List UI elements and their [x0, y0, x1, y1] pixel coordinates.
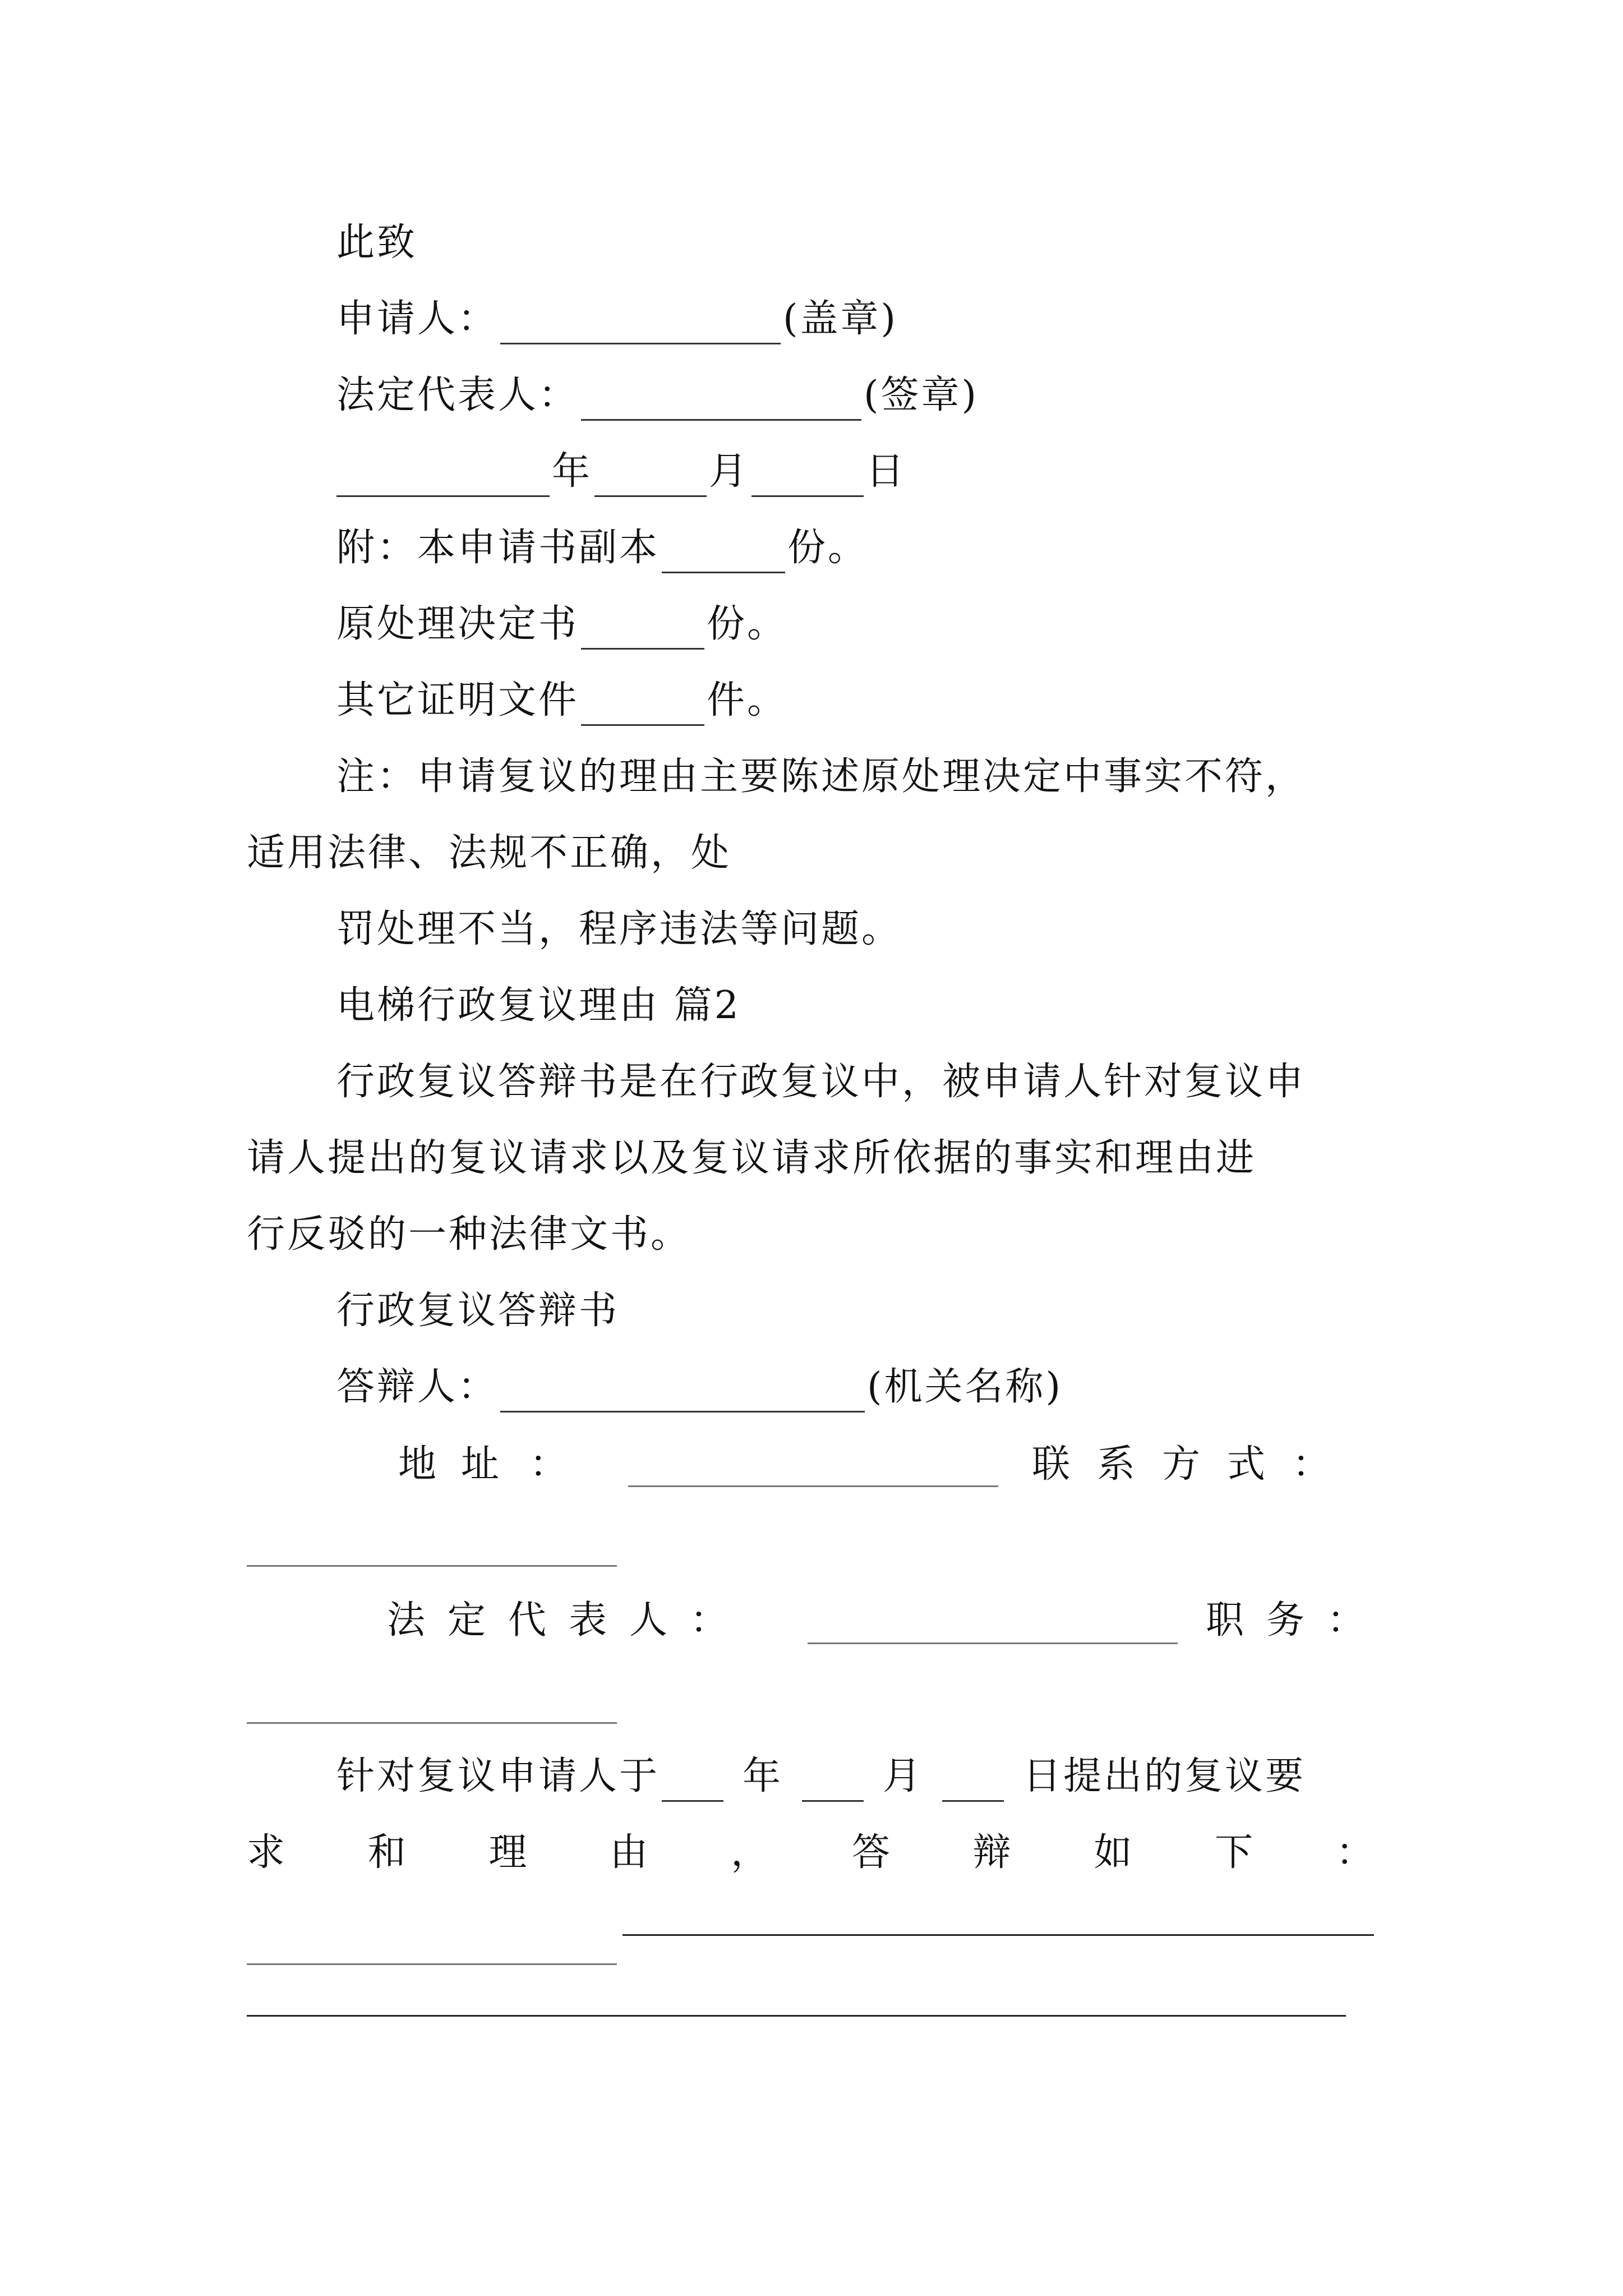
- respondent-line: [336, 1362, 1063, 1412]
- applicant-line: [336, 294, 898, 344]
- decision-unit: 份。: [707, 602, 788, 646]
- reply-intro: 针对复议申请人于: [336, 1754, 660, 1798]
- closing-salutation: 此致: [336, 220, 418, 265]
- month-label: 月: [709, 449, 750, 494]
- legal-rep-blank: [581, 383, 861, 421]
- respondent-label: 答辩人：: [336, 1365, 499, 1409]
- intro-line-2: 请人提出的复议请求以及复议请求所依据的事实和理由进: [247, 1136, 1257, 1180]
- signature-note: (签章): [864, 373, 979, 417]
- reply-answer-rule-1: [623, 1934, 1374, 1936]
- contact-blank: [247, 1565, 617, 1567]
- rep-blank: [808, 1642, 1178, 1644]
- section-heading: 电梯行政复议理由 篇2: [336, 983, 741, 1028]
- respondent-blank: [500, 1375, 865, 1412]
- reply-answer-rule-2: [247, 2015, 1346, 2017]
- form-title: 行政复议答辩书: [336, 1289, 620, 1333]
- original-decision-line: [336, 599, 787, 650]
- month-blank: [594, 459, 707, 497]
- other-docs-line: [336, 675, 787, 726]
- reply-month-label: 月: [883, 1754, 924, 1798]
- decision-count-blank: [581, 612, 704, 650]
- legal-rep-label: 法定代表人：: [336, 373, 579, 417]
- year-blank: [336, 459, 550, 497]
- day-blank: [751, 459, 864, 497]
- year-label: 年: [552, 449, 593, 494]
- note-line-1: 注：申请复议的理由主要陈述原处理决定中事实不符，: [336, 754, 1306, 799]
- contact-label: 联 系 方 式 ：: [1032, 1442, 1333, 1487]
- duty-label: 职 务 ：: [1206, 1598, 1368, 1642]
- other-docs-label: 其它证明文件: [336, 678, 579, 723]
- applicant-blank: [500, 307, 781, 344]
- other-docs-unit: 件。: [707, 678, 788, 723]
- reply-tail: 日提出的复议要: [1023, 1754, 1306, 1798]
- original-decision-label: 原处理决定书: [336, 602, 579, 646]
- note-line-2: 适用法律、法规不正确，处: [247, 831, 732, 875]
- intro-line-1: 行政复议答辩书是在行政复议中，被申请人针对复议申: [336, 1060, 1306, 1104]
- attachment-copy-label: 附：本申请书副本: [336, 526, 660, 570]
- attachment-copy-line: [336, 523, 868, 573]
- reply-year-blank: [662, 1764, 723, 1802]
- duty-blank: [247, 1722, 617, 1724]
- intro-line-3: 行反驳的一种法律文书。: [247, 1212, 691, 1257]
- address-label: 地 址 ：: [398, 1442, 570, 1487]
- rep-label: 法 定 代 表 人 ：: [387, 1598, 731, 1642]
- seal-note: (盖章): [783, 297, 898, 341]
- reply-date-line: [336, 1751, 1306, 1802]
- date-line: [336, 447, 906, 497]
- copy-count-blank: [662, 536, 785, 573]
- reply-year-label: 年: [743, 1754, 783, 1798]
- reply-heading-line: 求 和 理 由 ， 答 辩 如 下 ：: [247, 1830, 1374, 1875]
- agency-name-note: (机关名称): [867, 1365, 1063, 1409]
- reply-answer-blank-short: [247, 1963, 617, 1965]
- reply-month-blank: [802, 1764, 864, 1802]
- legal-rep-line: [336, 370, 979, 421]
- day-label: 日: [866, 449, 907, 494]
- reply-day-blank: [942, 1764, 1004, 1802]
- note-line-3: 罚处理不当，程序违法等问题。: [336, 907, 902, 951]
- other-docs-blank: [581, 688, 704, 726]
- address-blank: [628, 1485, 998, 1487]
- copy-unit: 份。: [787, 526, 869, 570]
- applicant-label: 申请人：: [336, 297, 499, 341]
